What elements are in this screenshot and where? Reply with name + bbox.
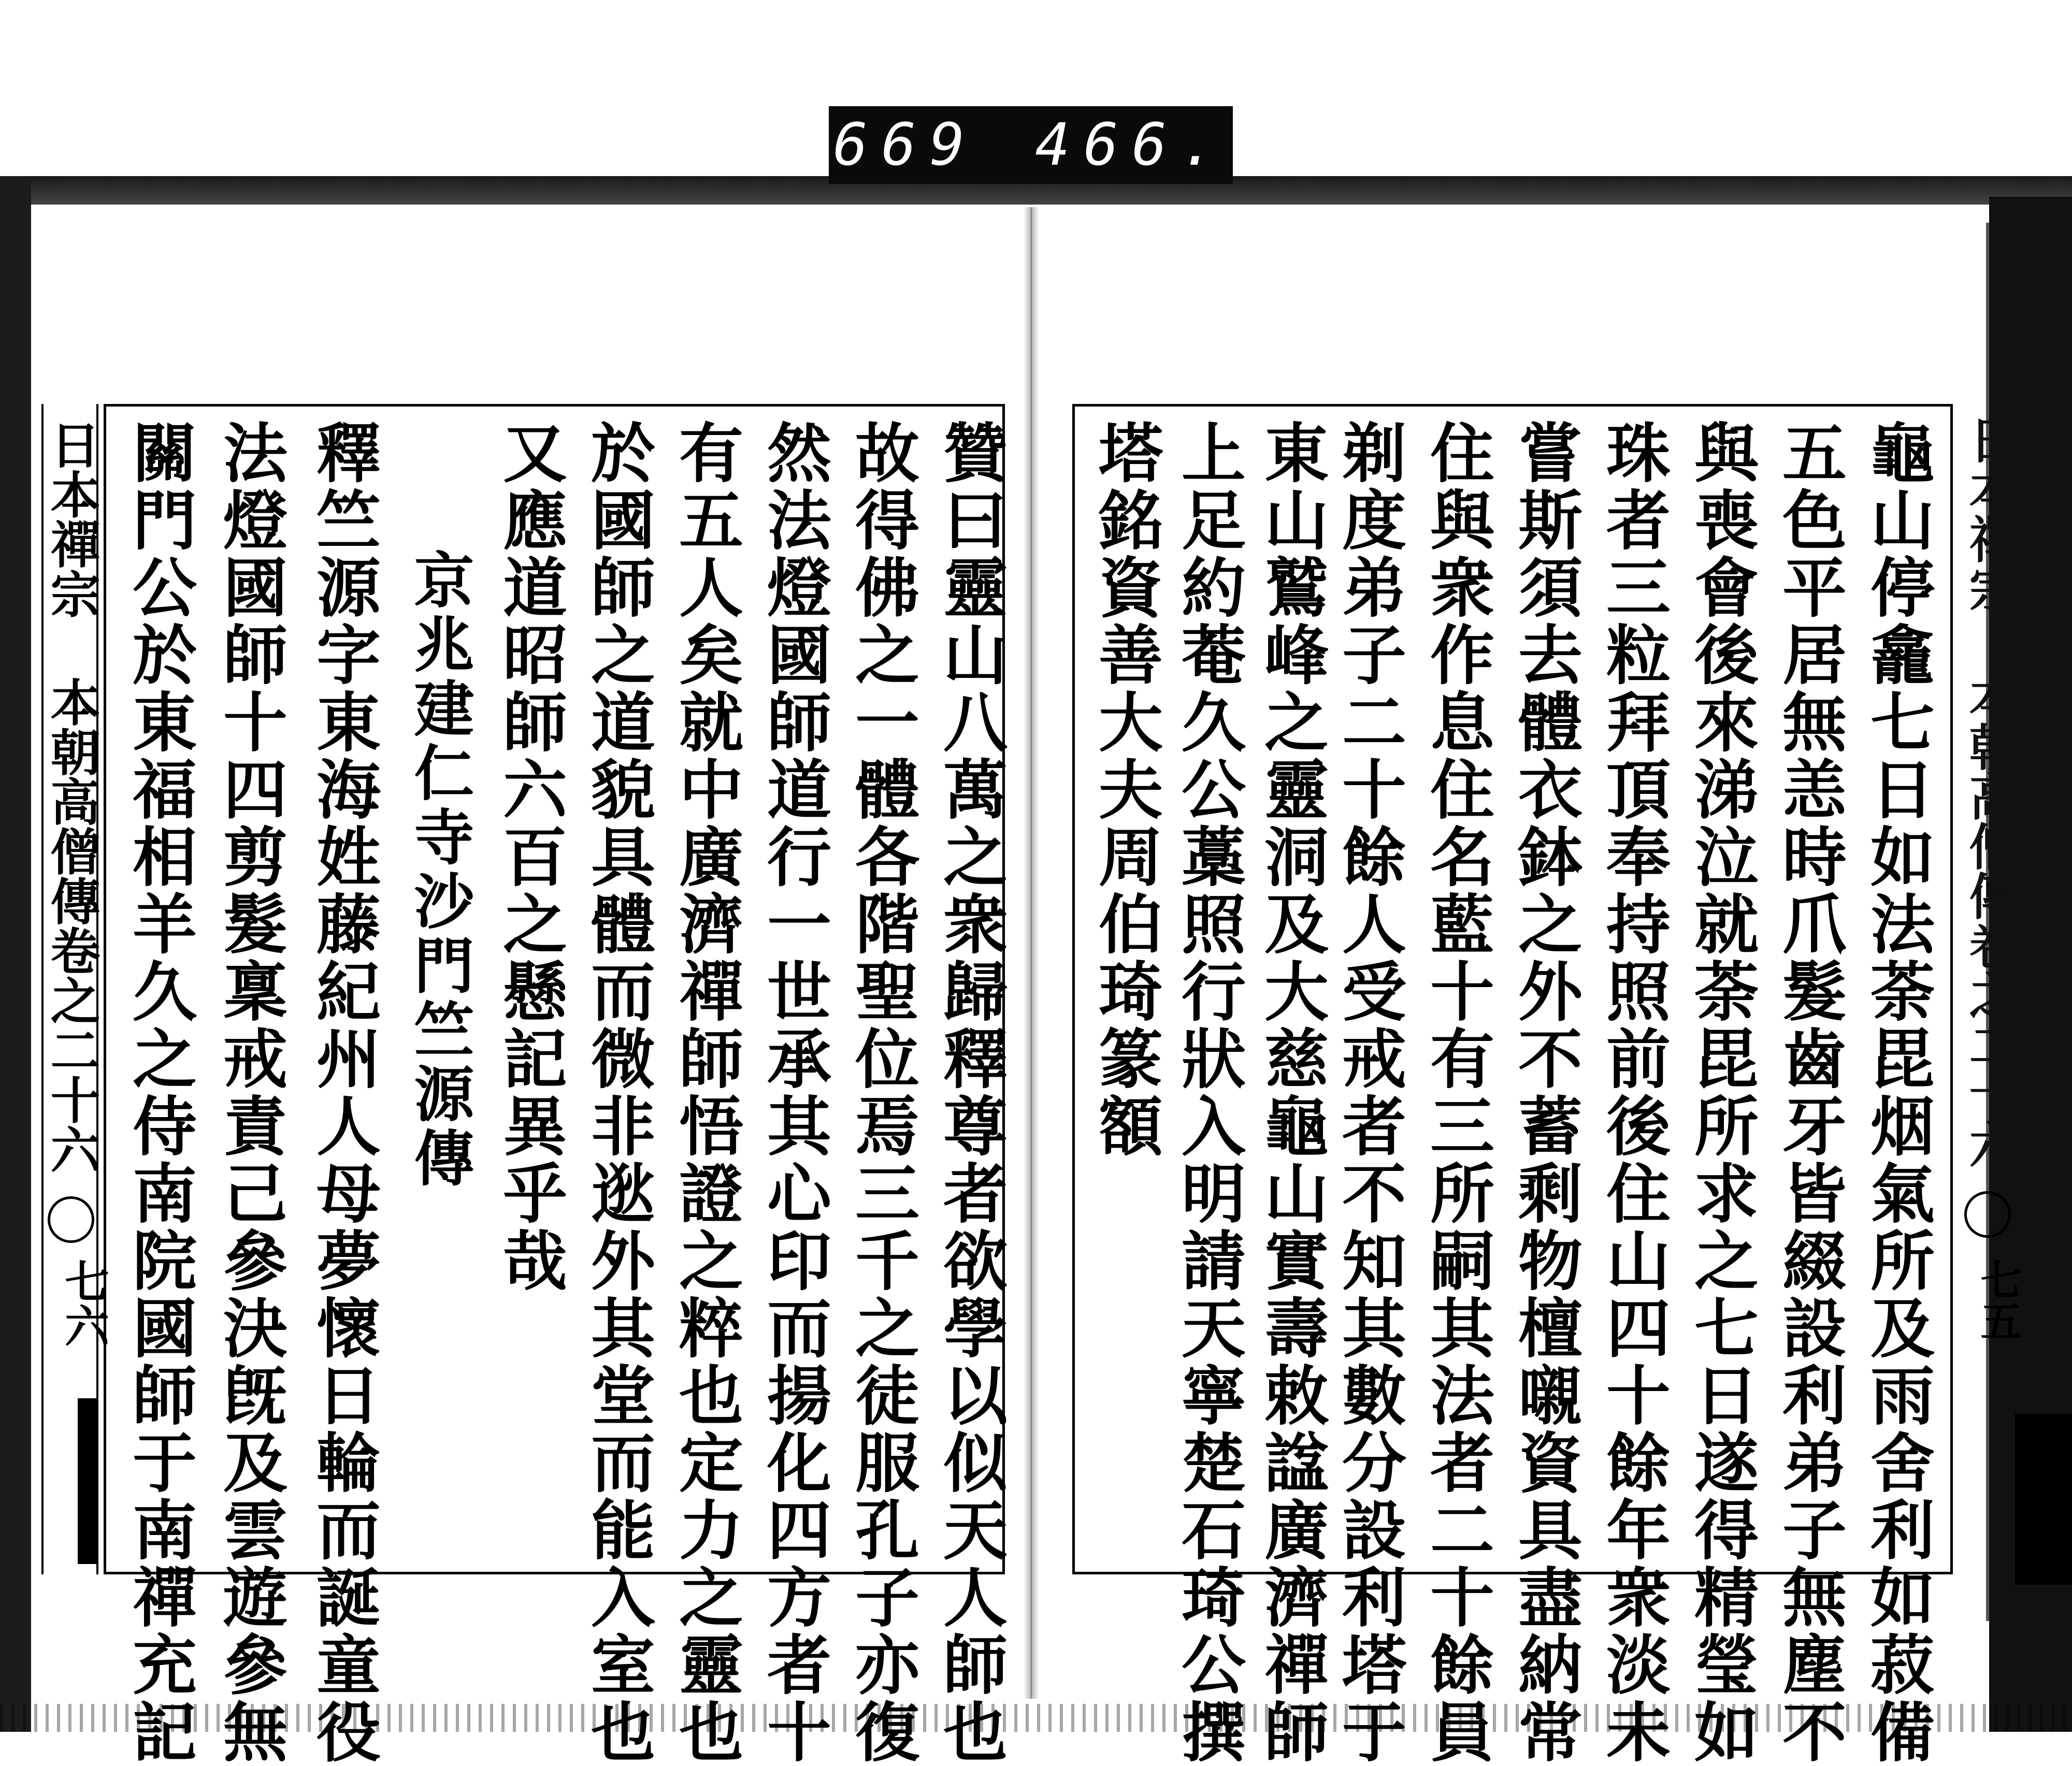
right-margin-subtitle: 本朝高僧傳卷之二十六 (1961, 672, 2020, 1169)
scan-edge-noise (0, 1704, 2072, 1732)
catalog-number-left: 669 (832, 111, 979, 179)
left-column-1: 贊曰靈山八萬之衆歸釋尊者欲學以似天人師也 (932, 419, 1008, 1766)
left-folio-number: 七六 (57, 1258, 109, 1348)
right-column-6: 住與衆作息住名藍十有三所嗣其法者二十餘員 (1419, 419, 1494, 1766)
scanner-clip-right (2015, 1414, 2072, 1585)
left-margin-title: 日本禪宗 (42, 419, 101, 618)
left-column-2: 故得佛之一體各階聖位焉三千之徒服孔子亦復 (844, 419, 919, 1766)
left-column-4: 有五人矣就中廣濟禪師悟證之粹也定力之靈也 (668, 419, 743, 1766)
left-folio-circle (48, 1196, 94, 1243)
left-margin-subtitle: 本朝高僧傳卷之二十六 (42, 677, 101, 1174)
catalog-number-right: 466. (1035, 111, 1229, 179)
right-column-5: 嘗斯須去體衣鉢之外不蓄剩物檀嚫資具盡納常 (1507, 419, 1582, 1766)
left-column-8: 釋竺源字東海姓藤紀州人母夢懷日輪而誕童役 (306, 419, 381, 1766)
right-margin-title: 日本禪宗 (1961, 414, 2020, 613)
right-column-10: 塔銘資善大夫周伯琦篆額 (1088, 419, 1163, 1160)
left-column-9: 法燈國師十四剪髮稟戒責己參決旣及雲遊參無 (212, 419, 287, 1766)
left-column-3: 然法燈國師道行一世承其心印而揚化四方者十 (756, 419, 831, 1766)
right-margin-header (1961, 404, 2020, 1169)
right-column-2: 五色平居無恙時爪髮齒牙皆綴設利弟子無塵不 (1772, 419, 1847, 1766)
right-column-4: 珠者三粒拜頂奉持照前後住山四十餘年衆淡未 (1595, 419, 1671, 1766)
left-column-6: 又應道昭師六百之懸記異乎哉 (492, 419, 567, 1295)
right-column-7: 剃度弟子二十餘人受戒者不知其數分設利塔于 (1331, 419, 1406, 1766)
catalog-label (829, 106, 1233, 184)
right-column-9: 上足約菴久公藁照行狀入明請天寧楚石琦公撰 (1171, 419, 1246, 1766)
left-column-10: 關門公於東福相羊久之侍南院國師于南禪充記 (122, 419, 197, 1766)
right-column-8: 東山鷲峰之靈洞及大慈龜山實壽敕諡廣濟禪師 (1254, 419, 1329, 1766)
right-column-3: 與喪會後來涕泣就荼毘所求之七日遂得精瑩如 (1684, 419, 1759, 1766)
left-column-7-heading: 京兆建仁寺沙門竺源傳 (404, 549, 474, 1191)
book-gutter (1024, 207, 1039, 1699)
scanner-frame-left (0, 176, 31, 1732)
left-column-5: 於國師之道貌具體而微非逖外其堂而能入室也 (580, 419, 655, 1766)
scanner-clip-left (78, 1398, 98, 1564)
right-folio-number: 七五 (1974, 1258, 2022, 1341)
right-folio-circle (1964, 1191, 2011, 1238)
right-column-1: 龜山停龕七日如法荼毘烟氣所及雨舍利如菽備 (1860, 419, 1935, 1766)
